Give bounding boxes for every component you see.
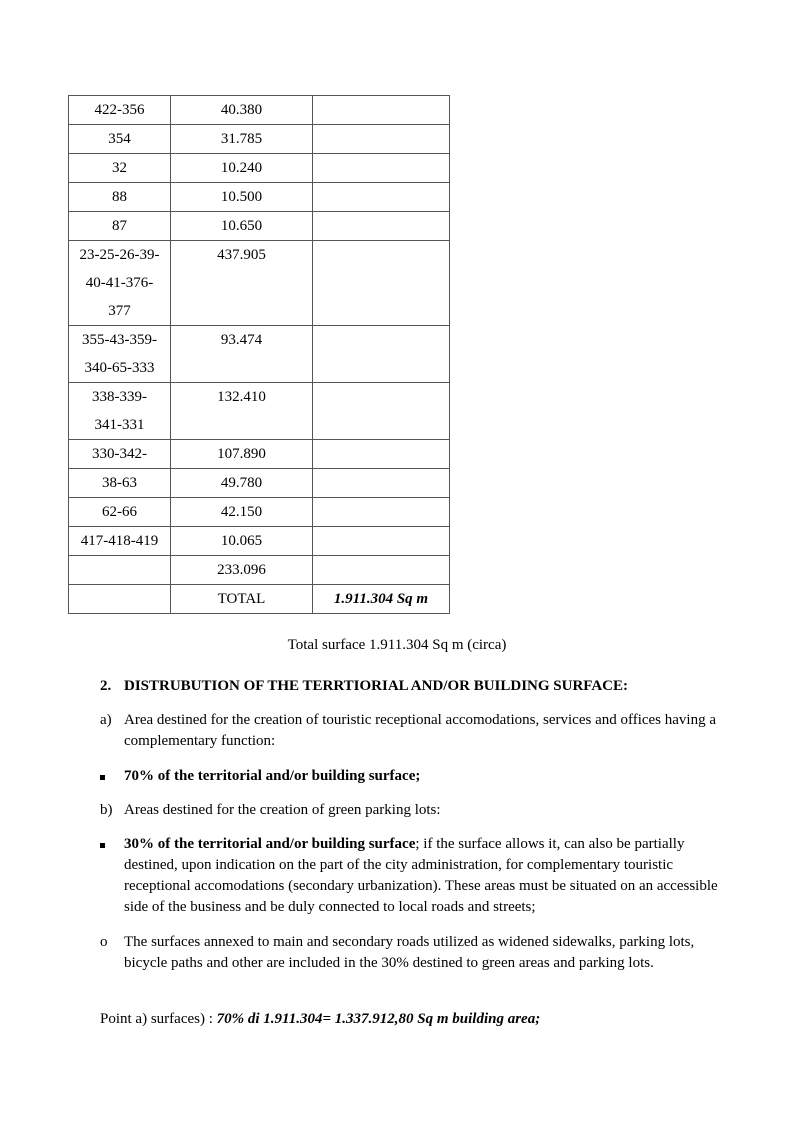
table-row: [69, 498, 450, 527]
parcel-line: 87: [112, 218, 127, 234]
circle-item: [100, 932, 720, 974]
table-row: [69, 241, 450, 326]
bullet-b-rest-text: ; if the surface allows it, can also be partially destined, upon indication on the part of the city administration, for complementary touristic receptional accomodations (secondary urbanization). These areas must be situated on an accessible side of the business and be duly connected to local roads and streets;: [124, 836, 718, 915]
parcel-line: 355-43-359-: [82, 332, 157, 348]
square-bullet-icon: [100, 834, 124, 855]
area-cell: 40.380: [171, 96, 313, 125]
point-a-label: Point a) surfaces) :: [100, 1011, 217, 1027]
parcel-line: 62-66: [102, 504, 137, 520]
table-row: [69, 556, 450, 585]
section-heading: [100, 676, 720, 697]
total-cell: [313, 183, 450, 212]
item-b-marker: b): [100, 802, 113, 818]
area-cell: 437.905: [171, 241, 313, 326]
section-number: 2.: [100, 678, 112, 694]
total-cell: [313, 498, 450, 527]
parcel-cell: [69, 440, 171, 469]
total-cell: [313, 527, 450, 556]
bullet-b-bold-text: 30% of the territorial and/or building surface: [124, 836, 416, 852]
table-row: [69, 527, 450, 556]
parcel-cell: [69, 212, 171, 241]
total-cell: [313, 440, 450, 469]
table-row: [69, 154, 450, 183]
parcel-line: 377: [108, 303, 131, 319]
area-cell: 132.410: [171, 383, 313, 440]
square-bullet-icon: [100, 766, 124, 787]
list-item-a: [100, 710, 720, 752]
parcel-cell: [69, 498, 171, 527]
parcel-line: 341-331: [94, 417, 145, 433]
bullet-a-text: 70% of the territorial and/or building surface;: [124, 768, 421, 784]
parcel-cell: [69, 527, 171, 556]
area-cell: 10.065: [171, 527, 313, 556]
point-a-value: 70% di 1.911.304= 1.337.912,80 Sq m building area;: [216, 1011, 541, 1027]
parcel-line: 32: [112, 160, 127, 176]
table-row: [69, 212, 450, 241]
total-cell: [313, 125, 450, 154]
bullet-item-b: [100, 834, 720, 918]
parcel-line: 354: [108, 131, 131, 147]
parcel-cell: [69, 585, 171, 614]
bullet-b-paragraph: [124, 834, 720, 918]
parcel-cell: [69, 183, 171, 212]
total-cell: [313, 96, 450, 125]
table-row: [69, 326, 450, 383]
parcel-cell: [69, 556, 171, 585]
area-cell: 49.780: [171, 469, 313, 498]
table-row: [69, 585, 450, 614]
circle-item-text: The surfaces annexed to main and secondary roads utilized as widened sidewalks, parking lots, bicycle paths and other are included in the 30% destined to green areas and parking lots.: [124, 934, 695, 971]
parcel-line: 338-339-: [92, 389, 147, 405]
area-cell: 10.500: [171, 183, 313, 212]
parcel-cell: [69, 469, 171, 498]
table-row: [69, 469, 450, 498]
total-cell: [313, 241, 450, 326]
total-cell: 1.911.304 Sq m: [313, 585, 450, 614]
parcel-cell: [69, 326, 171, 383]
list-item-b: [100, 800, 720, 821]
parcel-line: 23-25-26-39-: [79, 247, 160, 263]
area-cell: 93.474: [171, 326, 313, 383]
area-cell: TOTAL: [171, 585, 313, 614]
total-cell: [313, 556, 450, 585]
circle-bullet-icon: o: [100, 934, 108, 950]
parcel-line: 340-65-333: [84, 360, 155, 376]
item-a-text: Area destined for the creation of touristic receptional accomodations, services and offices having a complementary function:: [124, 712, 716, 749]
item-b-text: Areas destined for the creation of green parking lots:: [124, 802, 441, 818]
parcel-line: 88: [112, 189, 127, 205]
parcel-line: 38-63: [102, 475, 137, 491]
point-a-line: [100, 1009, 720, 1030]
total-cell: [313, 469, 450, 498]
area-cell: 10.240: [171, 154, 313, 183]
total-cell: [313, 212, 450, 241]
area-cell: 107.890: [171, 440, 313, 469]
area-cell: 233.096: [171, 556, 313, 585]
parcel-table: [68, 95, 450, 614]
parcel-table-body: [69, 96, 450, 614]
table-row: [69, 383, 450, 440]
bullet-item-a: [100, 766, 720, 787]
area-cell: 10.650: [171, 212, 313, 241]
section-heading-text: DISTRUBUTION OF THE TERRTIORIAL AND/OR BUILDING SURFACE:: [124, 678, 629, 694]
item-a-marker: a): [100, 712, 112, 728]
table-row: [69, 125, 450, 154]
table-row: [69, 183, 450, 212]
parcel-cell: [69, 125, 171, 154]
table-row: [69, 96, 450, 125]
parcel-cell: [69, 383, 171, 440]
total-cell: [313, 154, 450, 183]
total-cell: [313, 326, 450, 383]
parcel-line: 330-342-: [92, 446, 147, 462]
total-cell: [313, 383, 450, 440]
total-surface-line: Total surface 1.911.304 Sq m (circa): [287, 637, 507, 653]
parcel-line: 40-41-376-: [85, 275, 154, 291]
parcel-cell: [69, 96, 171, 125]
parcel-cell: [69, 154, 171, 183]
parcel-line: 422-356: [94, 102, 145, 118]
parcel-cell: [69, 241, 171, 326]
parcel-line: 417-418-419: [80, 533, 159, 549]
area-cell: 31.785: [171, 125, 313, 154]
area-cell: 42.150: [171, 498, 313, 527]
table-row: [69, 440, 450, 469]
